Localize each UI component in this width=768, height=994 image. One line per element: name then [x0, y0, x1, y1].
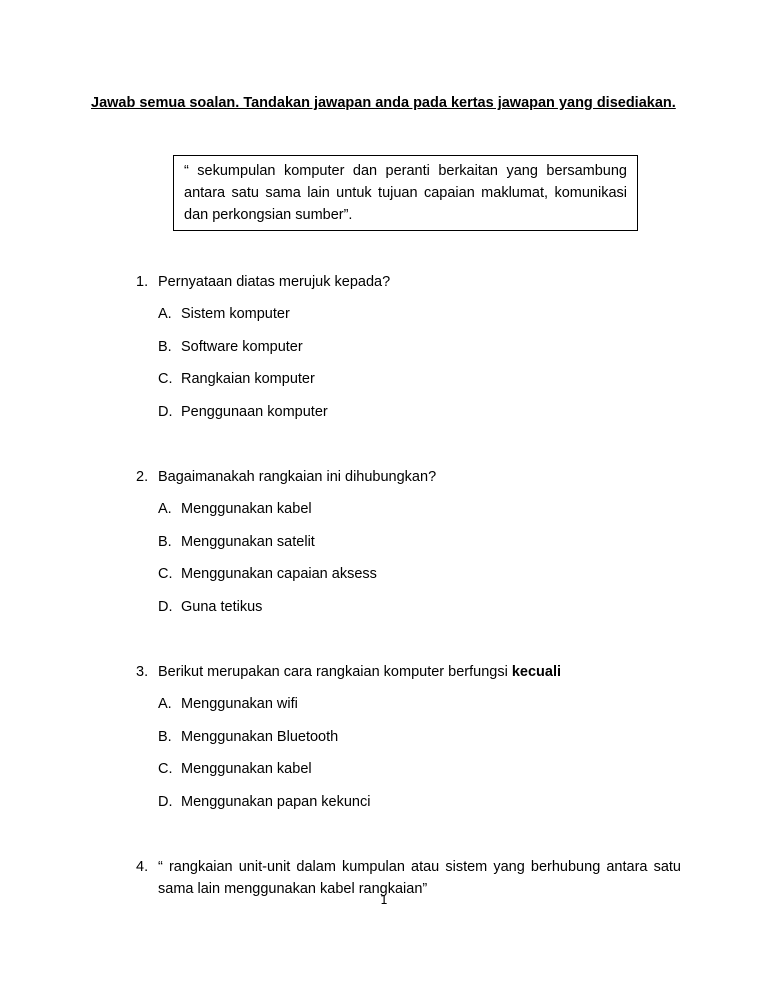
quote-box — [173, 155, 638, 231]
question-text: “ rangkaian unit-unit dalam kumpulan atau sistem yang berhubung antara satu sama lain menggunakan kabel rangkaian” — [158, 859, 681, 897]
option-letter: D. — [158, 598, 173, 615]
option-d[interactable] — [158, 596, 681, 629]
option-letter: B. — [158, 728, 172, 745]
option-b[interactable] — [158, 531, 681, 564]
option-text: Menggunakan capaian aksess — [181, 566, 377, 582]
question-text: Pernyataan diatas merujuk kepada? — [158, 274, 391, 290]
question-emphasis: kecuali — [511, 664, 562, 680]
question-number: 3. — [136, 664, 149, 680]
option-a[interactable] — [158, 498, 681, 531]
option-c[interactable] — [158, 758, 681, 791]
quote-text: “ sekumpulan komputer dan peranti berkaitan yang bersambung antara satu sama lain untuk tujuan capaian maklumat, komunikasi dan perkongsian sumber”. — [184, 163, 627, 223]
option-text: Guna tetikus — [181, 598, 263, 615]
question-text: Bagaimanakah rangkaian ini dihubungkan? — [158, 469, 437, 485]
option-a[interactable] — [158, 303, 681, 336]
option-letter: C. — [158, 761, 173, 777]
option-letter: B. — [158, 338, 172, 355]
question-text-main: Berikut merupakan cara rangkaian komputer berfungsi — [158, 664, 508, 680]
question-number: 2. — [136, 469, 149, 485]
option-text: Menggunakan satelit — [181, 533, 315, 550]
option-b[interactable] — [158, 336, 681, 369]
option-list — [158, 498, 681, 628]
option-text: Software komputer — [181, 338, 303, 355]
option-text: Menggunakan wifi — [181, 696, 298, 712]
option-letter: A. — [158, 306, 172, 322]
question-3 — [136, 661, 681, 823]
option-a[interactable] — [158, 693, 681, 726]
question-text — [158, 661, 681, 683]
option-text: Menggunakan kabel — [181, 761, 312, 777]
option-text: Menggunakan papan kekunci — [181, 793, 371, 810]
option-text: Rangkaian komputer — [181, 371, 315, 387]
option-letter: A. — [158, 696, 172, 712]
question-number: 1. — [136, 274, 149, 290]
option-d[interactable] — [158, 401, 681, 434]
option-text: Menggunakan kabel — [181, 501, 312, 517]
option-letter: B. — [158, 533, 172, 550]
question-number: 4. — [136, 859, 149, 875]
option-letter: D. — [158, 403, 173, 420]
option-d[interactable] — [158, 791, 681, 824]
option-text: Menggunakan Bluetooth — [181, 728, 339, 745]
option-c[interactable] — [158, 368, 681, 401]
option-list — [158, 303, 681, 433]
option-list — [158, 693, 681, 823]
question-1 — [136, 271, 681, 433]
page-number: 1 — [380, 893, 388, 907]
option-text: Sistem komputer — [181, 306, 290, 322]
instruction-text: Jawab semua soalan. Tandakan jawapan anda pada kertas jawapan yang disediakan. — [91, 95, 676, 111]
option-c[interactable] — [158, 563, 681, 596]
option-text: Penggunaan komputer — [181, 403, 328, 420]
option-b[interactable] — [158, 726, 681, 759]
option-letter: C. — [158, 371, 173, 387]
option-letter: C. — [158, 566, 173, 582]
question-2 — [136, 466, 681, 628]
option-letter: D. — [158, 793, 173, 810]
option-letter: A. — [158, 501, 172, 517]
